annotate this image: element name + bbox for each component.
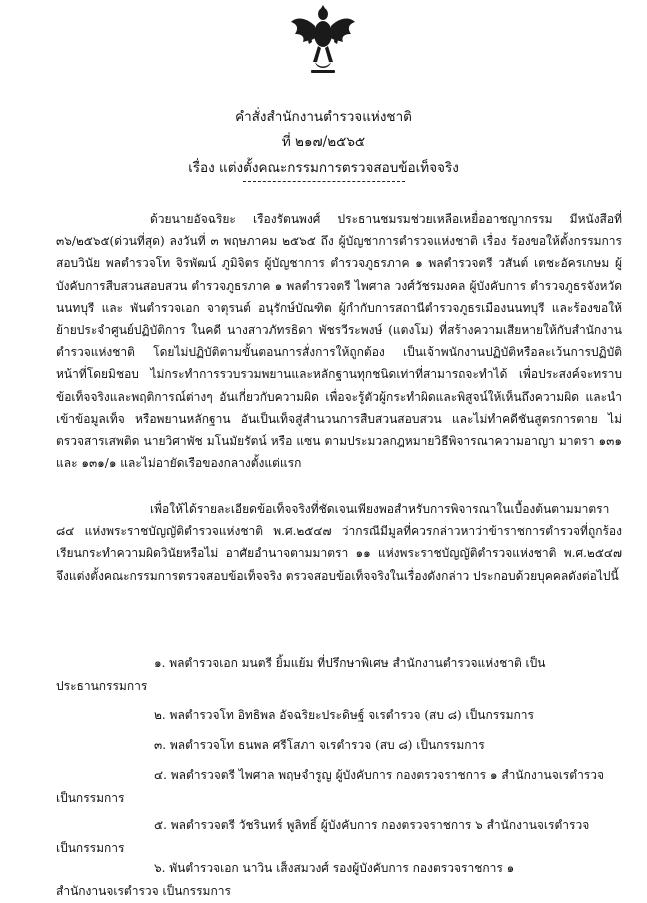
- member-line: ๔. พลตำรวจตรี ไพศาล พฤษจำรูญ ผู้บังคับการ กองตรวจราชการ ๑ สำนักงานจเรตำรวจ: [154, 768, 605, 782]
- member-line: ๑. พลตำรวจเอก มนตรี ยิ้มแย้ม ที่ปรึกษาพิเศษ สำนักงานตำรวจแห่งชาติ เป็น: [154, 656, 546, 670]
- committee-member-4: [56, 764, 622, 809]
- committee-member-3: [56, 734, 622, 757]
- committee-member-5: [56, 814, 622, 859]
- member-line: ๒. พลตำรวจโท อิทธิพล อัจฉริยะประดิษฐ์ จเรตำรวจ (สบ ๘) เป็นกรรมการ: [154, 708, 534, 722]
- paragraph-complaint-text: ด้วยนายอัจฉริยะ เรืองรัตนพงศ์ ประธานชมรมช่วยเหลือเหยื่ออาชญากรรม มีหนังสือที่ ๓๖/๒๕๖๕(ด่วนที่สุด) ลงวันที่ ๓ พฤษภาคม ๒๕๖๕ ถึง ผู้บัญชาการตำรวจแห่งชาติ เรื่อง ร้องขอให้ตั้งกรรมการสอบวินัย พลตำรวจโท จิรพัฒน์ ภูมิจิตร ผู้บัญชาการ ตำรวจภูธรภาค ๑ พลตำรวจตรี วสันต์ เตชะอัครเกษม ผู้บังคับการสืบสวนสอบสวน ตำรวจภูธรภาค ๑ พลตำรวจตรี ไพศาล วงศ์วัชรมงคล ผู้บังคับการ ตำรวจภูธรจังหวัดนนทบุรี และ พันตำรวจเอก จาตุรนต์ อนุรักษ์บัณฑิต ผู้กำกับการสถานีตำรวจภูธรเมืองนนทบุรี และร้องขอให้ย้ายประจำศูนย์ปฏิบัติการ ในคดี นางสาวภัทรธิดา พัชรวีระพงษ์ (แตงโม) ที่สร้างความเสียหายให้กับสำนักงานตำรวจแห่งชาติ โดยไม่ปฏิบัติตามขั้นตอนการสั่งการให้ถูกต้อง เป็นเจ้าพนักงานปฏิบัติหรือละเว้นการปฏิบัติหน้าที่โดยมิชอบ ไม่กระทำการรวบรวมพยานและหลักฐานทุกชนิดเท่าที่สามารถจะทำได้ เพื่อประสงค์จะทราบข้อเท็จจริงและพฤติการณ์ต่างๆ อันเกี่ยวกับความผิด เพื่อจะรู้ตัวผู้กระทำผิดและพิสูจน์ให้เห็นถึงความผิด และนำเข้าข้อมูลเท็จ หรือพยานหลักฐาน อันเป็นเท็จสู่สำนวนการสืบสวนสอบสวน และไม่ทำคดีชันสูตรการตาย ไม่ตรวจสารเสพติด นายวิศาพัช มโนมัยรัตน์ หรือ แซน ตามประมวลกฎหมายวิธีพิจารณาความอาญา มาตรา ๑๓๑ และ ๑๓๑/๑ และไม่อายัดเรือของกลางตั้งแต่แรก: [56, 212, 622, 471]
- member-line-continued: เป็นกรรมการ: [56, 790, 125, 805]
- paragraph-appointment: [56, 498, 622, 587]
- member-line: ๖. พันตำรวจเอก นาวิน เส็งสมวงศ์ รองผู้บังคับการ กองตรวจราชการ ๑: [154, 861, 515, 875]
- order-number: ที่ ๒๑๗/๒๕๖๕: [281, 134, 366, 150]
- member-line: ๕. พลตำรวจตรี วัชรินทร์ พูลิทธิ์ ผู้บังคับการ กองตรวจราชการ ๖ สำนักงานจเรตำรวจ: [154, 818, 590, 832]
- garuda-emblem-icon: [289, 4, 357, 76]
- member-line: ๓. พลตำรวจโท ธนพล ศรีโสภา จเรตำรวจ (สบ ๘) เป็นกรรมการ: [154, 738, 485, 752]
- committee-member-6: [56, 857, 622, 902]
- committee-member-1: [56, 652, 622, 697]
- paragraph-appointment-text: เพื่อให้ได้รายละเอียดข้อเท็จจริงที่ชัดเจนเพียงพอสำหรับการพิจารณาในเบื้องต้นตามมาตรา ๘๔ แห่งพระราชบัญญัติตำรวจแห่งชาติ พ.ศ.๒๕๔๗ ว่ากรณีมีมูลที่ควรกล่าวหาว่าข้าราชการตำรวจที่ถูกร้องเรียนกระทำความผิดวินัยหรือไม่ อาศัยอำนาจตามมาตรา ๑๑ แห่งพระราชบัญญัติตำรวจแห่งชาติ พ.ศ.๒๕๔๗ จึงแต่งตั้งคณะกรรมการตรวจสอบข้อเท็จจริง ตรวจสอบข้อเท็จจริงในเรื่องดังกล่าว ประกอบด้วยบุคคลดังต่อไปนี้: [56, 502, 622, 583]
- header-divider: [243, 181, 405, 182]
- committee-member-2: [56, 704, 622, 727]
- order-subject: เรื่อง แต่งตั้งคณะกรรมการตรวจสอบข้อเท็จจริง: [188, 160, 459, 176]
- paragraph-complaint: [56, 208, 622, 474]
- order-title: คำสั่งสำนักงานตำรวจแห่งชาติ: [235, 109, 412, 125]
- member-line-continued: ประธานกรรมการ: [56, 678, 148, 693]
- member-line-continued: สำนักงานจเรตำรวจ เป็นกรรมการ: [56, 883, 231, 898]
- member-line-continued: เป็นกรรมการ: [56, 840, 125, 855]
